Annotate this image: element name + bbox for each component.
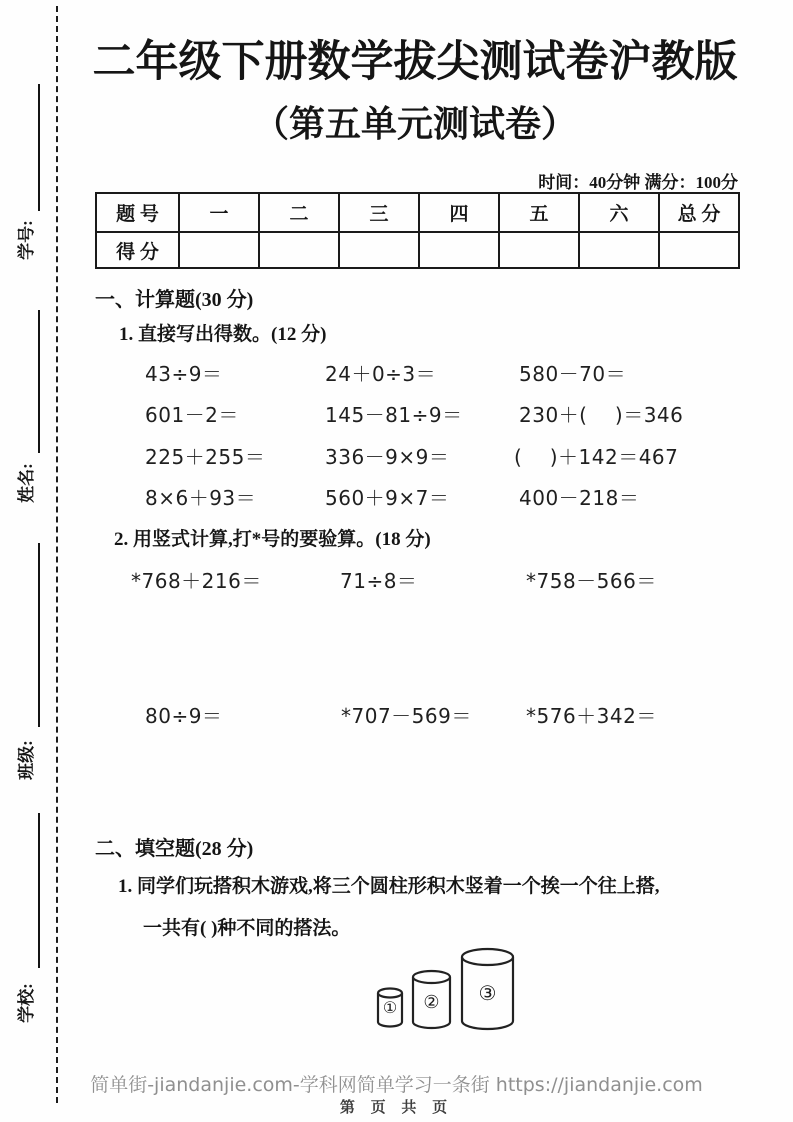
section-calc-heading: 一、计算题(30 分): [95, 289, 254, 311]
page-number-text: 第 页 共 页: [339, 1100, 454, 1116]
score-table-cell-2: 二: [259, 193, 339, 232]
fill-question-line2: 一共有( )种不同的搭法。: [143, 918, 351, 939]
score-empty-cell: [259, 232, 339, 268]
school-label: 学校:: [17, 983, 36, 1023]
expression: 230＋( )＝346: [519, 403, 684, 427]
score-table-cell-5: 五: [499, 193, 579, 232]
student-id-label: 学号:: [17, 220, 36, 260]
cylinder-1-number: ①: [382, 1000, 398, 1017]
score-empty-cell: [579, 232, 659, 268]
score-table-cell-4: 四: [419, 193, 499, 232]
paper-subtitle: （第五单元测试卷）: [252, 104, 577, 145]
score-empty-cell: [499, 232, 579, 268]
score-table-cell-1: 一: [179, 193, 259, 232]
expression: 71÷8＝: [340, 569, 418, 593]
cylinders-figure: [358, 946, 528, 1034]
score-empty-cell: [659, 232, 739, 268]
student-name-label: 姓名:: [17, 463, 36, 503]
expression: 400－218＝: [519, 486, 640, 510]
score-empty-cell: [339, 232, 419, 268]
score-table-cell-3: 三: [339, 193, 419, 232]
class-blank-line: [38, 543, 40, 727]
expression: 601－2＝: [145, 403, 239, 427]
score-table-cell-question-no: 题 号: [96, 193, 179, 232]
score-label-cell: 得 分: [96, 232, 179, 268]
cylinder-3-number: ③: [478, 983, 497, 1005]
section-fill-heading: 二、填空题(28 分): [95, 838, 254, 860]
school-blank-line: [38, 813, 40, 968]
score-empty-cell: [419, 232, 499, 268]
expression: *707－569＝: [341, 704, 472, 728]
score-table: [95, 192, 740, 269]
expression: *758－566＝: [526, 569, 657, 593]
score-table-header-row: [96, 193, 739, 232]
paper-title: 二年级下册数学拔尖测试卷沪教版: [92, 37, 738, 87]
score-table-cell-6: 六: [579, 193, 659, 232]
expression: 80÷9＝: [145, 704, 223, 728]
cylinder-2-number: ②: [423, 992, 440, 1012]
fill-question-line1: 1. 同学们玩搭积木游戏,将三个圆柱形积木竖着一个挨一个往上搭,: [118, 876, 660, 897]
expression: 225＋255＝: [145, 445, 266, 469]
expression: ( )＋142＝467: [514, 445, 679, 469]
watermark-site-text: 简单街-jiandanjie.com-学科网简单学习一条街 https://jiandanjie.com: [90, 1074, 703, 1096]
question-direct-label: 1. 直接写出得数。(12 分): [119, 324, 327, 345]
class-label: 班级:: [17, 740, 36, 780]
score-table-cell-total: 总 分: [659, 193, 739, 232]
expression: 24＋0÷3＝: [325, 362, 437, 386]
expression: 560＋9×7＝: [325, 486, 450, 510]
expression: 8×6＋93＝: [145, 486, 257, 510]
expression: 43÷9＝: [145, 362, 223, 386]
expression: *576＋342＝: [526, 704, 657, 728]
expression: 336－9×9＝: [325, 445, 450, 469]
score-table-score-row: [96, 232, 739, 268]
student-id-blank-line: [38, 84, 40, 211]
score-empty-cell: [179, 232, 259, 268]
student-name-blank-line: [38, 310, 40, 453]
expression: 145－81÷9＝: [325, 403, 463, 427]
time-score-info: 时间：40分钟 满分：100分: [538, 173, 738, 192]
binding-dashed-line: [56, 6, 58, 1103]
expression: 580－70＝: [519, 362, 627, 386]
expression: *768＋216＝: [131, 569, 262, 593]
question-vertical-calc-label: 2. 用竖式计算,打*号的要验算。(18 分): [114, 529, 431, 550]
